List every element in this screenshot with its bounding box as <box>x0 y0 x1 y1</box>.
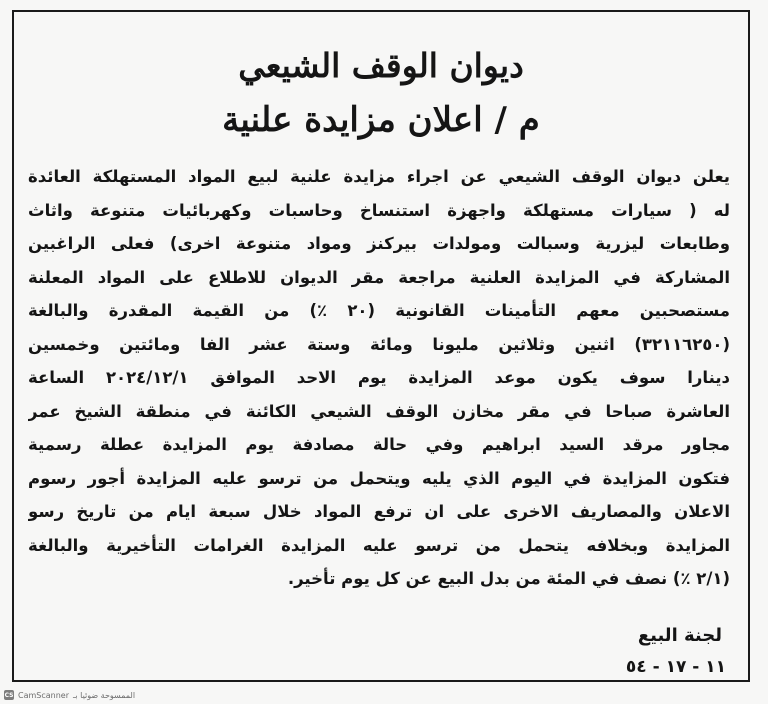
body-line: مستصحبين معهم التأمينات القانونية (٢٠ ٪) من القيمة المقدرة والبالغة <box>28 301 730 320</box>
body-line: (٣٢١١٦٢٥٠) اثنين وثلاثين مليونا ومائة وستة عشر الفا ومائتين وخمسين <box>28 334 730 354</box>
body-line: المشاركة في المزايدة العلنية مراجعة مقر الديوان للاطلاع على المواد المعلنة <box>28 267 730 287</box>
notice-title: ديوان الوقف الشيعي <box>238 46 524 85</box>
body-line: العاشرة صباحا في مقر مخازن الوقف الشيعي الكائنة في منطقة الشيخ عمر <box>28 401 730 421</box>
body-line: يعلن ديوان الوقف الشيعي عن اجراء مزايدة علنية لبيع المواد المستهلكة العائدة <box>28 167 730 186</box>
notice-frame <box>12 10 750 682</box>
notice-body <box>28 160 730 596</box>
body-line: فتكون المزايدة في اليوم الذي يليه ويتحمل من ترسو عليه المزايدة أجور رسوم <box>28 468 730 488</box>
body-line: دينارا سوف يكون موعد المزايدة يوم الاحد الموافق ٢٠٢٤/١٢/١ الساعة <box>28 368 730 387</box>
body-line: وطابعات ليزرية وسبالت ومولدات بيركنز ومواد متنوعة اخرى) فعلى الراغبين <box>28 234 730 253</box>
signature: لجنة البيع <box>637 625 722 646</box>
reference-number: ١١ - ١٧ - ٥٤ <box>625 657 726 677</box>
body-line: له ( سيارات مستهلكة واجهزة استنساخ وحاسبات وكهربائيات متنوعة واثاث <box>28 200 730 220</box>
camscanner-icon: CS <box>4 691 14 699</box>
scanner-app-name: CamScanner <box>18 690 70 700</box>
scanner-prefix: الممسوحة ضوئيا بـ <box>73 690 136 700</box>
scanner-watermark <box>4 688 135 702</box>
notice-subtitle: م / اعلان مزايدة علنية <box>222 100 540 140</box>
body-line: الاعلان والمصاريف الاخرى على ان ترفع المواد خلال سبعة ايام من تاريخ رسو <box>28 502 730 521</box>
body-line: (٢/١ ٪) نصف في المئة من بدل البيع عن كل يوم تأخير. <box>287 569 730 588</box>
body-line: مجاور مرقد السيد ابراهيم وفي حالة مصادفة يوم المزايدة عطلة رسمية <box>28 435 730 454</box>
body-line: المزايدة وبخلافه يتحمل من ترسو عليه المزايدة الغرامات التأخيرية والبالغة <box>28 535 730 555</box>
